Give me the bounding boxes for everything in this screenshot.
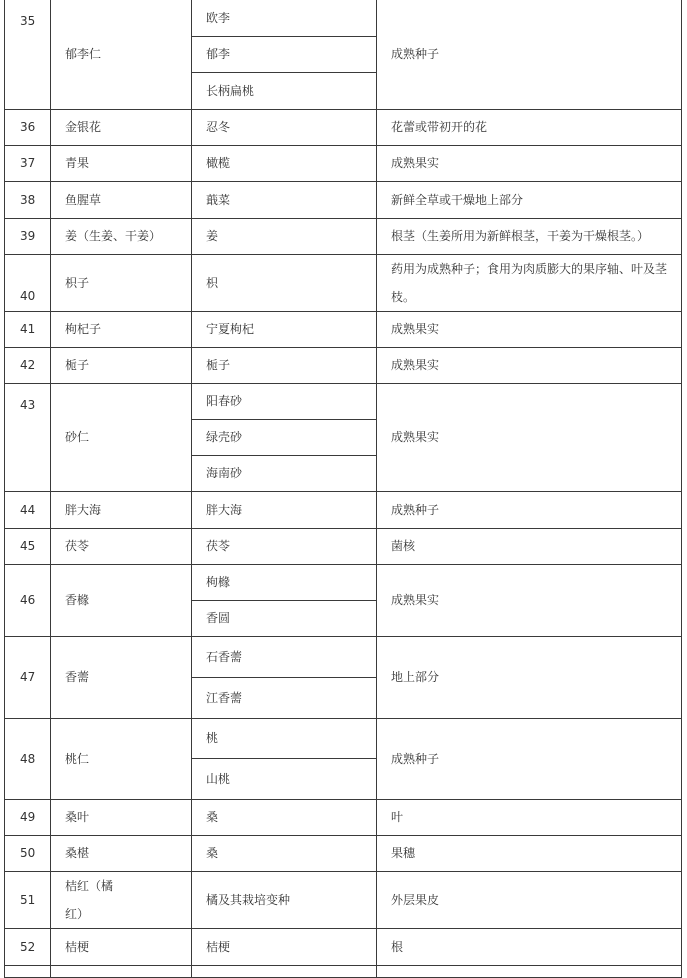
part-cell: 成熟种子 — [377, 492, 682, 529]
herb-name: 栀子 — [51, 348, 192, 384]
herb-name: 姜（生姜、干姜） — [51, 219, 192, 255]
part-cell: 地上部分 — [377, 637, 682, 719]
species-cell: 茯苓 — [192, 529, 377, 565]
part-cell: 成熟果实 — [377, 348, 682, 384]
table-row — [5, 529, 682, 565]
table-row — [5, 719, 682, 759]
part-cell: 根茎（生姜所用为新鲜根茎，干姜为干燥根茎。） — [377, 219, 682, 255]
row-number: 36 — [5, 110, 51, 146]
species-cell: 阳春砂 — [192, 384, 377, 420]
species-cell: 蕺菜 — [192, 182, 377, 219]
table-row — [5, 492, 682, 529]
species-cell: 枸橼 — [192, 565, 377, 601]
row-number: 45 — [5, 529, 51, 565]
herb-name: 香橼 — [51, 565, 192, 637]
table-row — [5, 312, 682, 348]
row-number: 42 — [5, 348, 51, 384]
row-number: 44 — [5, 492, 51, 529]
species-cell: 香圆 — [192, 601, 377, 637]
table-row — [5, 929, 682, 966]
part-cell: 成熟种子 — [377, 719, 682, 800]
part-cell: 花蕾或带初开的花 — [377, 110, 682, 146]
table-row — [5, 836, 682, 872]
species-cell: 栀子 — [192, 348, 377, 384]
species-cell: 海南砂 — [192, 456, 377, 492]
species-cell: 橄榄 — [192, 146, 377, 182]
table-row — [5, 348, 682, 384]
row-number: 41 — [5, 312, 51, 348]
part-cell: 药用为成熟种子；食用为肉质膨大的果序轴、叶及茎枝。 — [377, 255, 682, 312]
herb-name: 桔红（橘红） — [51, 872, 192, 929]
species-cell: 宁夏枸杞 — [192, 312, 377, 348]
herb-name: 砂仁 — [51, 384, 192, 492]
part-cell: 成熟种子 — [377, 0, 682, 110]
species-cell: 山桃 — [192, 759, 377, 800]
species-cell: 石香薷 — [192, 637, 377, 678]
part-cell: 成熟果实 — [377, 565, 682, 637]
row-number: 37 — [5, 146, 51, 182]
species-cell: 桔梗 — [192, 929, 377, 966]
species-cell: 橘及其栽培变种 — [192, 872, 377, 929]
empty-cell — [5, 966, 51, 978]
herb-name: 枳子 — [51, 255, 192, 312]
herb-name: 枸杞子 — [51, 312, 192, 348]
row-number: 49 — [5, 800, 51, 836]
herb-table — [4, 0, 682, 978]
row-number: 48 — [5, 719, 51, 800]
table-row — [5, 182, 682, 219]
species-cell: 绿壳砂 — [192, 420, 377, 456]
table-row — [5, 565, 682, 601]
herb-name: 青果 — [51, 146, 192, 182]
species-cell: 胖大海 — [192, 492, 377, 529]
part-cell: 根 — [377, 929, 682, 966]
herb-name: 桑椹 — [51, 836, 192, 872]
herb-name: 桃仁 — [51, 719, 192, 800]
herb-name: 桔梗 — [51, 929, 192, 966]
herb-name: 郁李仁 — [51, 0, 192, 110]
empty-cell — [51, 966, 192, 978]
part-cell: 新鲜全草或干燥地上部分 — [377, 182, 682, 219]
part-cell: 成熟果实 — [377, 312, 682, 348]
species-cell: 姜 — [192, 219, 377, 255]
row-number: 40 — [5, 255, 51, 312]
species-cell: 桃 — [192, 719, 377, 759]
row-number: 52 — [5, 929, 51, 966]
herb-name: 胖大海 — [51, 492, 192, 529]
part-cell: 成熟果实 — [377, 146, 682, 182]
table-row — [5, 384, 682, 420]
part-cell: 叶 — [377, 800, 682, 836]
table-row — [5, 255, 682, 312]
herb-name: 金银花 — [51, 110, 192, 146]
row-number: 50 — [5, 836, 51, 872]
row-number: 35 — [5, 0, 51, 110]
part-cell: 果穗 — [377, 836, 682, 872]
row-number: 46 — [5, 565, 51, 637]
table-row — [5, 219, 682, 255]
species-cell: 枳 — [192, 255, 377, 312]
part-cell: 菌核 — [377, 529, 682, 565]
row-number: 47 — [5, 637, 51, 719]
herb-name: 鱼腥草 — [51, 182, 192, 219]
empty-cell — [192, 966, 377, 978]
species-cell: 桑 — [192, 836, 377, 872]
row-number: 38 — [5, 182, 51, 219]
row-number: 51 — [5, 872, 51, 929]
table-row — [5, 637, 682, 678]
table-row — [5, 146, 682, 182]
species-cell: 忍冬 — [192, 110, 377, 146]
herb-name: 桑叶 — [51, 800, 192, 836]
species-cell: 江香薷 — [192, 678, 377, 719]
table-row — [5, 966, 682, 978]
table-row — [5, 110, 682, 146]
table-row — [5, 0, 682, 37]
species-cell: 郁李 — [192, 37, 377, 73]
row-number: 43 — [5, 384, 51, 492]
empty-cell — [377, 966, 682, 978]
herb-name: 茯苓 — [51, 529, 192, 565]
herb-name: 香薷 — [51, 637, 192, 719]
table-row — [5, 800, 682, 836]
species-cell: 长柄扁桃 — [192, 73, 377, 110]
row-number: 39 — [5, 219, 51, 255]
table-row — [5, 872, 682, 929]
part-cell: 成熟果实 — [377, 384, 682, 492]
species-cell: 桑 — [192, 800, 377, 836]
part-cell: 外层果皮 — [377, 872, 682, 929]
species-cell: 欧李 — [192, 0, 377, 37]
